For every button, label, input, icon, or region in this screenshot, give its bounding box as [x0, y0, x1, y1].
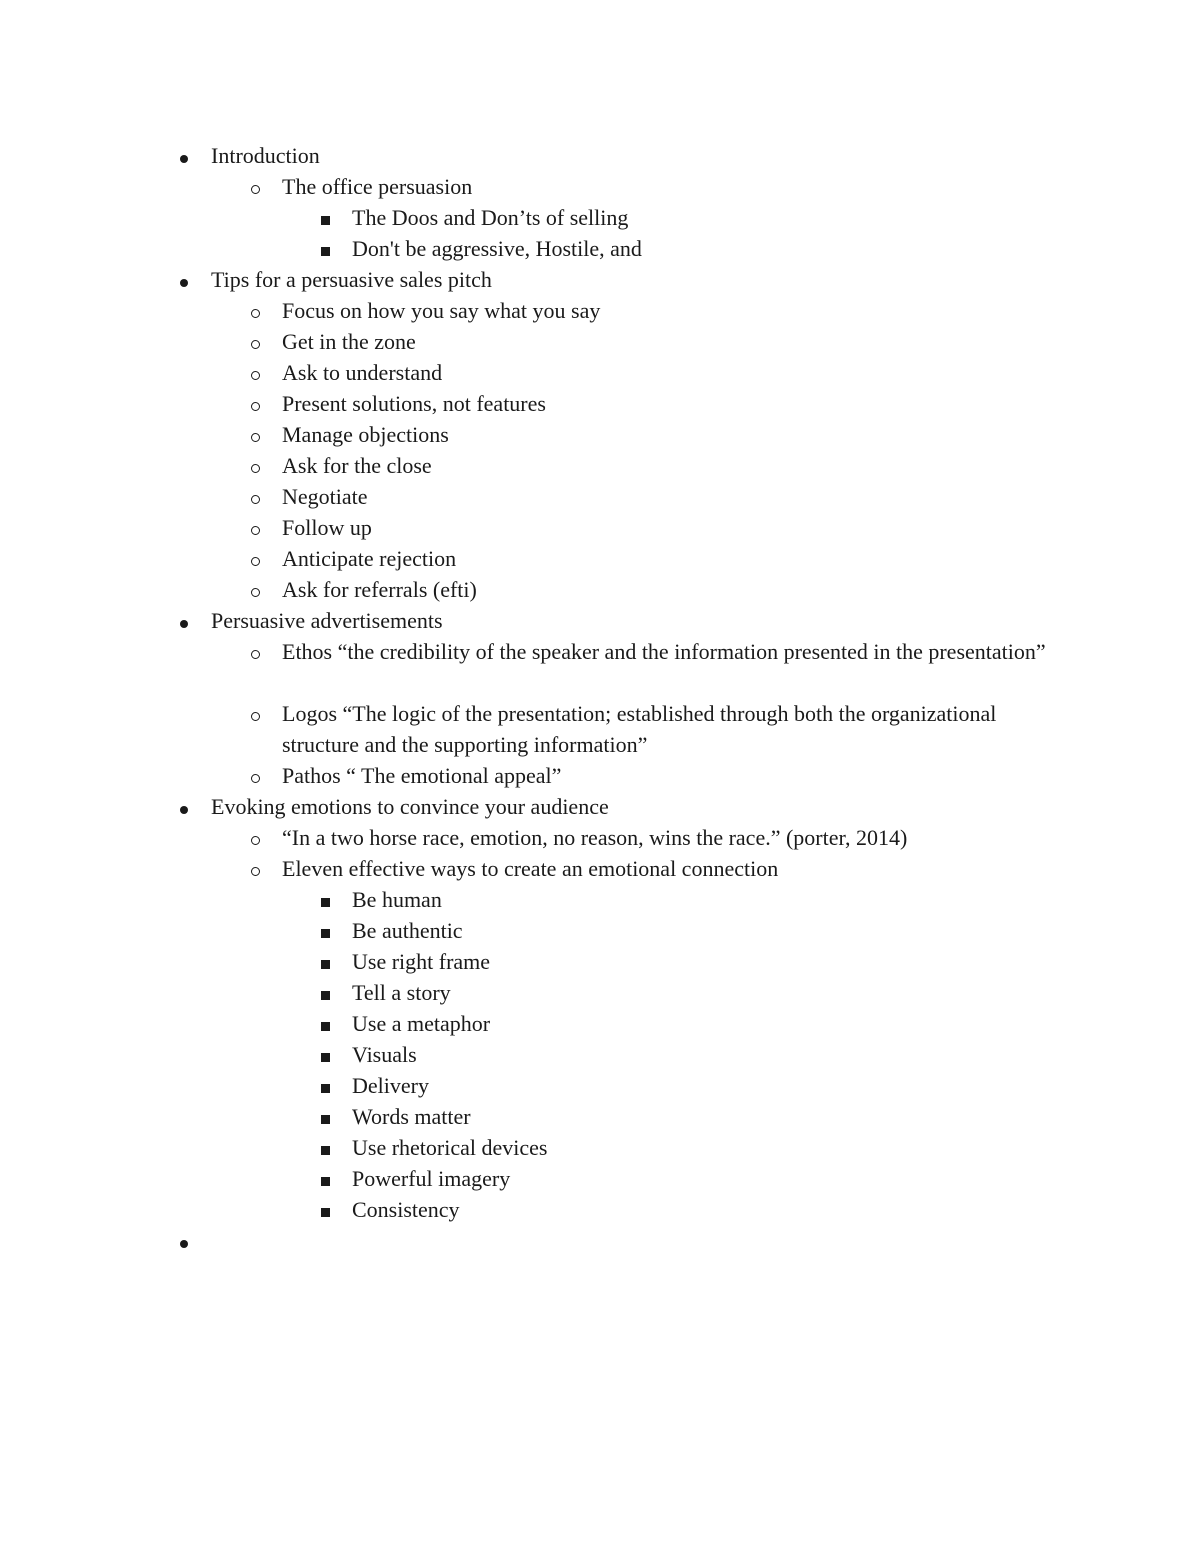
list-item: [0, 171, 1200, 202]
list-item-text: Use right frame: [352, 949, 491, 974]
list-item: [0, 1163, 1200, 1194]
filled-square-bullet-icon: [317, 1194, 333, 1225]
list-item: [0, 326, 1200, 357]
list-item: [0, 1225, 1200, 1256]
list-item: [0, 605, 1200, 636]
list-item-text: Visuals: [352, 1042, 417, 1067]
list-item: [0, 450, 1200, 481]
list-item: [0, 977, 1200, 1008]
filled-square-bullet-icon: [317, 233, 333, 264]
filled-square-bullet-icon: [317, 1070, 333, 1101]
filled-square-bullet-icon: [317, 202, 333, 233]
list-item-text: Delivery: [352, 1073, 429, 1098]
hollow-circle-bullet-icon: [247, 698, 263, 729]
list-item: [0, 884, 1200, 915]
list-item: [0, 698, 1200, 760]
filled-square-bullet-icon: [317, 884, 333, 915]
list-item: [0, 760, 1200, 791]
list-item: [0, 853, 1200, 884]
filled-circle-bullet-icon: [176, 140, 192, 171]
list-item: [0, 1070, 1200, 1101]
list-item-text: The office persuasion: [282, 174, 473, 199]
hollow-circle-bullet-icon: [247, 357, 263, 388]
filled-circle-bullet-icon: [176, 1225, 192, 1256]
list-item-text: Anticipate rejection: [282, 546, 457, 571]
filled-square-bullet-icon: [317, 915, 333, 946]
list-item: [0, 1194, 1200, 1225]
filled-square-bullet-icon: [317, 1163, 333, 1194]
list-item-text: The Doos and Don’ts of selling: [352, 205, 629, 230]
list-item-text: Tips for a persuasive sales pitch: [211, 267, 492, 292]
list-item-text: Manage objections: [282, 422, 449, 447]
filled-square-bullet-icon: [317, 946, 333, 977]
list-item-text: Persuasive advertisements: [211, 608, 443, 633]
list-item-text: Use rhetorical devices: [352, 1135, 548, 1160]
list-item-text: Words matter: [352, 1104, 471, 1129]
filled-square-bullet-icon: [317, 1101, 333, 1132]
list-item: [0, 295, 1200, 326]
hollow-circle-bullet-icon: [247, 543, 263, 574]
list-item: [0, 915, 1200, 946]
list-item: [0, 357, 1200, 388]
hollow-circle-bullet-icon: [247, 574, 263, 605]
list-item-text: Get in the zone: [282, 329, 416, 354]
list-item-text: “In a two horse race, emotion, no reason, wins the race.” (porter, 2014): [282, 825, 908, 850]
bulleted-outline: [0, 140, 1200, 1256]
list-item: [0, 264, 1200, 295]
list-item: [0, 1132, 1200, 1163]
list-item-text: Logos “The logic of the presentation; established through both the organizational structure and the supporting information”: [282, 701, 997, 757]
list-item: [0, 419, 1200, 450]
list-item-text: Evoking emotions to convince your audience: [211, 794, 609, 819]
hollow-circle-bullet-icon: [247, 419, 263, 450]
hollow-circle-bullet-icon: [247, 326, 263, 357]
filled-square-bullet-icon: [317, 1132, 333, 1163]
list-item: [0, 202, 1200, 233]
hollow-circle-bullet-icon: [247, 853, 263, 884]
list-item-text: Ask to understand: [282, 360, 443, 385]
list-item: [0, 1039, 1200, 1070]
list-item-text: Introduction: [211, 143, 320, 168]
list-item: [0, 636, 1200, 698]
list-item-text: Be authentic: [352, 918, 463, 943]
list-item-text: Eleven effective ways to create an emotional connection: [282, 856, 779, 881]
list-item-text: Present solutions, not features: [282, 391, 546, 416]
list-item-text: Be human: [352, 887, 442, 912]
list-item-text: Ethos “the credibility of the speaker and the information presented in the presentation”: [282, 639, 1046, 664]
list-item: [0, 140, 1200, 171]
filled-circle-bullet-icon: [176, 605, 192, 636]
hollow-circle-bullet-icon: [247, 822, 263, 853]
hollow-circle-bullet-icon: [247, 450, 263, 481]
list-item-text: Use a metaphor: [352, 1011, 491, 1036]
list-item-text: Ask for referrals (efti): [282, 577, 477, 602]
list-item: [0, 1101, 1200, 1132]
list-item-text: Follow up: [282, 515, 372, 540]
list-item-text: Don't be aggressive, Hostile, and: [352, 236, 642, 261]
hollow-circle-bullet-icon: [247, 481, 263, 512]
list-item-text: Ask for the close: [282, 453, 432, 478]
list-item: [0, 791, 1200, 822]
list-item: [0, 822, 1200, 853]
hollow-circle-bullet-icon: [247, 171, 263, 202]
list-item-text: Powerful imagery: [352, 1166, 511, 1191]
hollow-circle-bullet-icon: [247, 388, 263, 419]
hollow-circle-bullet-icon: [247, 295, 263, 326]
filled-square-bullet-icon: [317, 1008, 333, 1039]
filled-circle-bullet-icon: [176, 791, 192, 822]
hollow-circle-bullet-icon: [247, 512, 263, 543]
list-item-text: Consistency: [352, 1197, 460, 1222]
list-item-text: Pathos “ The emotional appeal”: [282, 763, 562, 788]
list-item-text: Tell a story: [352, 980, 451, 1005]
filled-circle-bullet-icon: [176, 264, 192, 295]
list-item-text: Focus on how you say what you say: [282, 298, 601, 323]
list-item: [0, 1008, 1200, 1039]
hollow-circle-bullet-icon: [247, 760, 263, 791]
hollow-circle-bullet-icon: [247, 636, 263, 667]
list-item: [0, 574, 1200, 605]
filled-square-bullet-icon: [317, 1039, 333, 1070]
list-item: [0, 388, 1200, 419]
filled-square-bullet-icon: [317, 977, 333, 1008]
list-item-text: Negotiate: [282, 484, 368, 509]
list-item: [0, 481, 1200, 512]
list-item: [0, 512, 1200, 543]
list-item: [0, 233, 1200, 264]
list-item: [0, 543, 1200, 574]
list-item: [0, 946, 1200, 977]
